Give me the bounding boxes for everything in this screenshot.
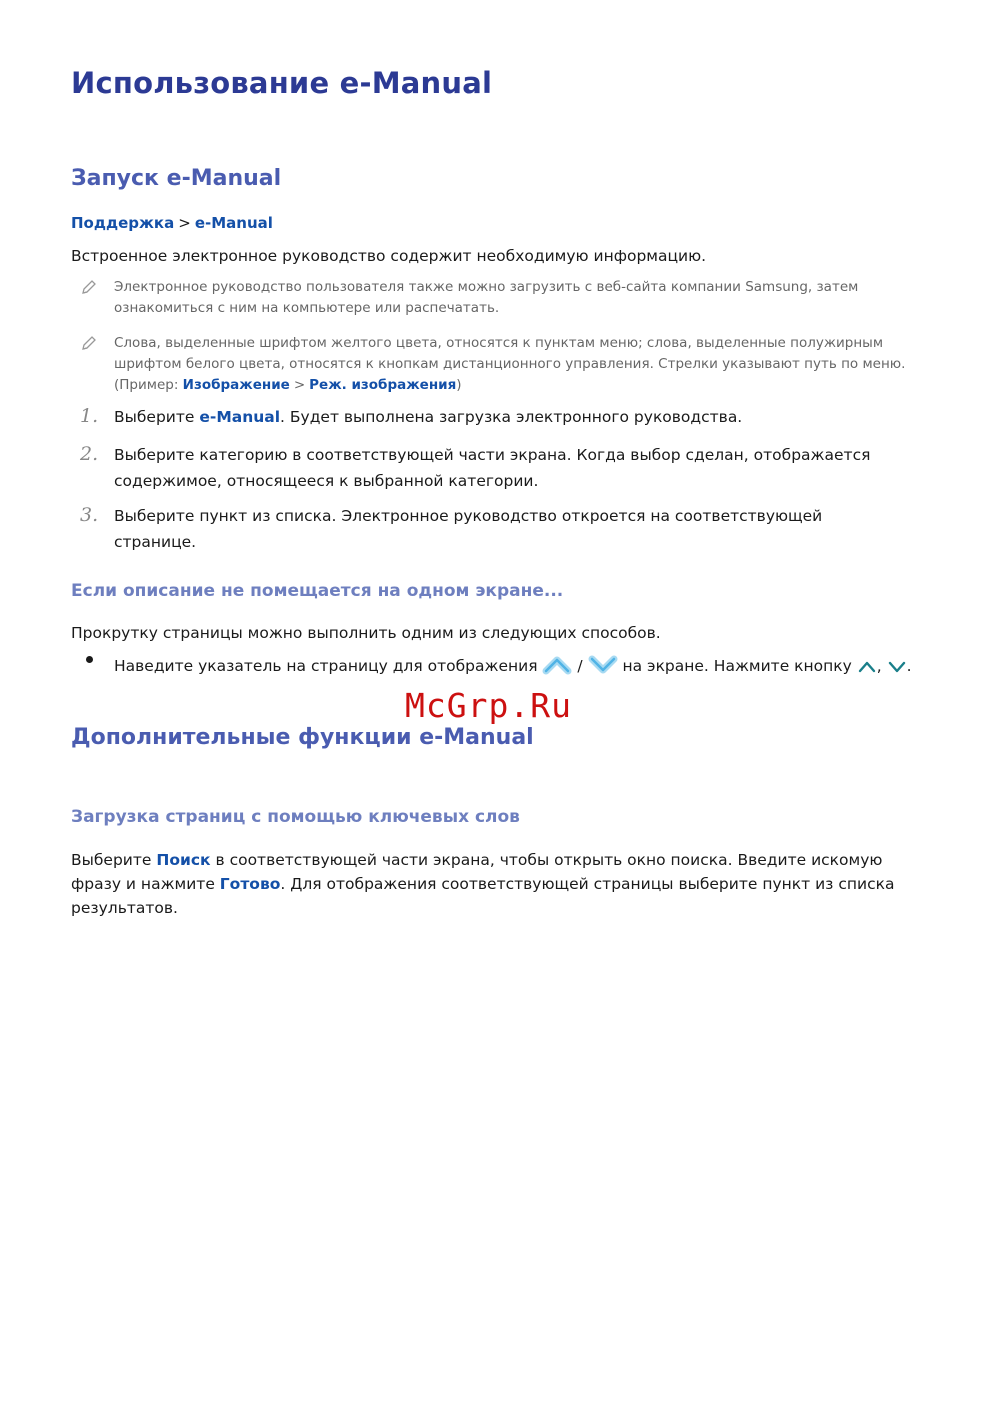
step-number-2: 2. xyxy=(80,443,99,465)
step-number-3: 3. xyxy=(80,504,99,526)
example-menu-picture: Изображение xyxy=(182,377,290,393)
step-3: Выберите пункт из списка. Электронное руководство откроется на соответствующей странице. xyxy=(114,507,823,551)
breadcrumb-support[interactable]: Поддержка xyxy=(71,214,175,232)
bullet-dot xyxy=(86,656,93,663)
keywords-text-after: . Для отображения соответствующей страницы выберите пункт из списка результатов. xyxy=(71,875,895,917)
intro-text: Встроенное электронное руководство содержит необходимую информацию. xyxy=(71,247,707,265)
step-1-text-after: . Будет выполнена загрузка электронного руководства. xyxy=(280,408,743,426)
breadcrumb xyxy=(71,214,273,232)
section-heading-launch: Запуск e-Manual xyxy=(71,166,282,191)
note-color-legend xyxy=(114,333,914,396)
step-1-text-before: Выберите xyxy=(114,408,200,426)
chevron-down-icon[interactable] xyxy=(887,657,907,677)
note-example-suffix: ) xyxy=(456,377,462,393)
scroll-down-glow-icon[interactable] xyxy=(588,653,618,677)
keywords-paragraph xyxy=(71,848,921,920)
note-download: Электронное руководство пользователя также можно загрузить с веб-сайта компании Samsung, затем ознакомиться с ним на компьютере или распечатать. xyxy=(114,279,859,316)
pencil-note-icon xyxy=(80,278,98,296)
chevron-up-icon[interactable] xyxy=(857,657,877,677)
step-number-1: 1. xyxy=(80,405,99,427)
note-example-prefix: (Пример: xyxy=(114,377,183,393)
scroll-bullet-comma: , xyxy=(876,657,882,675)
breadcrumb-emanual[interactable]: e-Manual xyxy=(194,214,273,232)
search-link[interactable]: Поиск xyxy=(156,851,211,869)
scroll-bullet xyxy=(114,653,934,678)
subsection-heading-keywords: Загрузка страниц с помощью ключевых слов xyxy=(71,807,520,827)
pencil-note-icon xyxy=(80,334,98,352)
step-1 xyxy=(114,404,904,430)
watermark: McGrp.Ru xyxy=(405,686,572,725)
subsection-heading-scroll: Если описание не помещается на одном экране... xyxy=(71,581,564,601)
scroll-bullet-end: . xyxy=(906,657,912,675)
note-color-legend-text: Слова, выделенные шрифтом желтого цвета, относятся к пунктам меню; слова, выделенные полужирным шрифтом белого цвета, относятся к кнопкам дистанционного управления. Стрелки указывают путь по меню. xyxy=(114,335,906,372)
scroll-intro: Прокрутку страницы можно выполнить одним из следующих способов. xyxy=(71,624,661,642)
scroll-bullet-text-middle: на экране. Нажмите кнопку xyxy=(622,657,857,675)
scroll-up-glow-icon[interactable] xyxy=(542,653,572,677)
page-title: Использование e-Manual xyxy=(71,66,493,100)
section-heading-extra: Дополнительные функции e-Manual xyxy=(71,725,534,750)
example-separator: > xyxy=(293,377,306,393)
keywords-text-middle: в соответствующей части экрана, чтобы открыть окно поиска. Введите искомую фразу и нажмите xyxy=(71,851,883,893)
example-menu-picture-mode: Реж. изображения xyxy=(309,377,457,393)
keywords-text-before: Выберите xyxy=(71,851,157,869)
breadcrumb-separator: > xyxy=(178,214,191,232)
scroll-bullet-slash: / xyxy=(577,657,583,675)
step-2: Выберите категорию в соответствующей части экрана. Когда выбор сделан, отображается содержимое, относящееся к выбранной категории. xyxy=(114,446,871,490)
done-link[interactable]: Готово xyxy=(219,875,281,893)
scroll-bullet-text-before: Наведите указатель на страницу для отображения xyxy=(114,657,543,675)
step-1-emanual-link[interactable]: e-Manual xyxy=(199,408,281,426)
